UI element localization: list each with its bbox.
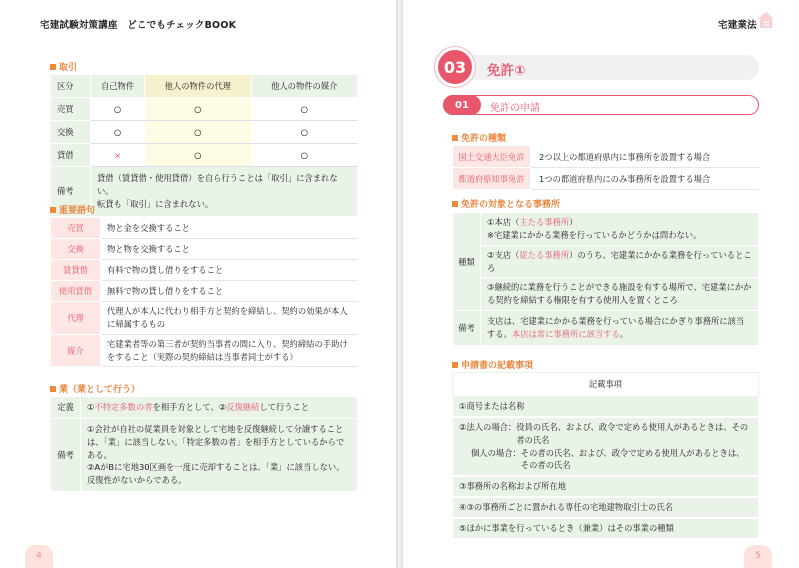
remark: ①会社が自社の従業員を対象として宅地を反復継続して分譲することは、「業」に該当しない。「特定多数の者」を相手方としているからである。 [87,423,345,460]
table-row [453,397,759,417]
table-row [51,121,358,144]
license-type: 都道府県知事免許 [453,168,531,190]
cell: ○ [145,98,251,121]
cell: ○ [145,121,251,144]
definition: 宅建業者等の第三者が契約当事者の間に入り、契約締結の手助けをすること（実際の契約締結は当事者同士がする） [101,334,358,367]
row-label: 種類 [453,213,481,311]
header-cell: 記載事項 [453,373,759,397]
table-row [453,373,759,397]
chapter-number: 03 [435,47,475,87]
subsection-title: 免許の申請 [490,103,540,114]
table-row [51,281,358,302]
header-cell: 区分 [51,75,91,98]
cell: ○ [91,98,145,121]
row-label: 交換 [51,121,91,144]
table-row [453,168,759,190]
application-item: ④③の事務所ごとに置かれる専任の宅地建物取引士の氏名 [453,497,759,518]
chapter-title: 免許① [487,63,526,79]
transaction-table [50,74,358,217]
row-label: 備考 [51,418,81,491]
cell: ○ [251,121,357,144]
cell: ○ [91,121,145,144]
table-row [51,167,358,217]
table-row [51,144,358,167]
section-title-office: 免許の対象となる事務所 [452,197,560,210]
row-label: 備考 [51,167,91,217]
house-icon [756,10,776,30]
office-remarks: 支店は、宅建業にかかる業務を行っている場合にかぎり事務所に該当する。本店は常に事務所に該当する。 [481,311,759,346]
terms-table [50,217,358,367]
application-item: ⑤ほかに事業を行っているとき（兼業）はその事業の種類 [453,518,759,539]
section-title-license-types: 免許の種類 [452,131,506,144]
table-row [51,239,358,260]
section-title-application: 申請書の記載事項 [452,358,533,371]
term: 売買 [51,218,101,239]
table-row [51,218,358,239]
row-label: 売買 [51,98,91,121]
subsection-number: 01 [443,95,481,115]
row-label: 備考 [453,311,481,346]
left-running-head: 宅建試験対策講座 どこでもチェックBOOK [40,20,237,31]
table-row [51,260,358,281]
page-number-right: 5 [744,545,772,568]
table-row [51,98,358,121]
cell: × [91,144,145,167]
application-item: ①商号または名称 [453,397,759,417]
definition: 代理人が本人に代わり相手方と契約を締結し、契約の効果が本人に帰属するもの [101,302,358,335]
license-desc: 1つの都道府県内にのみ事務所を設置する場合 [531,168,759,190]
header-cell: 他人の物件の媒介 [251,75,357,98]
table-row [51,397,358,419]
term: 賃貸借 [51,260,101,281]
table-row [453,245,759,278]
cell: ○ [251,98,357,121]
table-row [453,278,759,311]
table-row [453,311,759,346]
office-item: ③継続的に業務を行うことができる施設を有する場所で、宅建業にかかる契約を締結する権限を有する使用人を置くところ [481,278,759,311]
remarks-cell [81,418,358,491]
table-row [51,302,358,335]
office-item: ①本店（主たる事務所） ※宅建業にかかる業務を行っているかどうかは問わない。 [481,213,759,246]
section-title-index: 取引 [50,60,77,73]
remark: ②AがBに宅地30区画を一度に売却することは、「業」に該当しない。反復性がないからである。 [87,462,345,486]
cell: ○ [251,144,357,167]
definition: 有料で物の貸し借りをすること [101,260,358,281]
term: 交換 [51,239,101,260]
application-item: ②法人の場合： 役員の氏名、および、政令で定める使用人があるときは、その者の氏名 個人の場合： その者の氏名、および、政令で定める使用人があるときは、その者の氏名 [453,417,759,476]
note-cell [91,167,358,217]
definition: 物と金を交換すること [101,218,358,239]
table-row [453,518,759,539]
table-row [453,497,759,518]
row-label: 貸借 [51,144,91,167]
application-item: ③事務所の名称および所在地 [453,476,759,497]
license-types-table [452,145,759,190]
definition-cell: ①不特定多数の者を相手方として、②反復継続して行うこと [81,397,358,419]
section-title-terms: 重要語句 [50,203,95,216]
license-desc: 2つ以上の都道府県内に事務所を設置する場合 [531,146,759,168]
header-cell: 他人の物件の代理 [145,75,251,98]
term: 代理 [51,302,101,335]
office-item: ②支店（従たる事務所）のうち、宅建業にかかる業務を行っているところ [481,245,759,278]
page-number-left: 4 [25,545,53,568]
row-label: 定義 [51,397,81,419]
term: 使用貸借 [51,281,101,302]
table-row [453,476,759,497]
office-table [452,212,759,346]
note-line: 転貸も「取引」に含まれない。 [97,198,214,209]
application-items-table [452,372,759,540]
book-gutter [396,0,403,568]
term: 媒介 [51,334,101,367]
table-row [51,334,358,367]
note-line: 貸借（賃貸借・使用貸借）を自ら行うことは「取引」に含まれない。 [97,173,338,196]
right-running-head: 宅建業法 [718,20,757,31]
table-row [453,146,759,168]
header-cell: 自己物件 [91,75,145,98]
table-row [453,213,759,246]
table-row [453,417,759,476]
cell: ○ [145,144,251,167]
definition: 無料で物の貸し借りをすること [101,281,358,302]
table-row [51,418,358,491]
license-type: 国土交通大臣免許 [453,146,531,168]
section-title-business: 業（業として行う） [50,382,140,395]
definition: 物と物を交換すること [101,239,358,260]
business-table [50,396,358,492]
